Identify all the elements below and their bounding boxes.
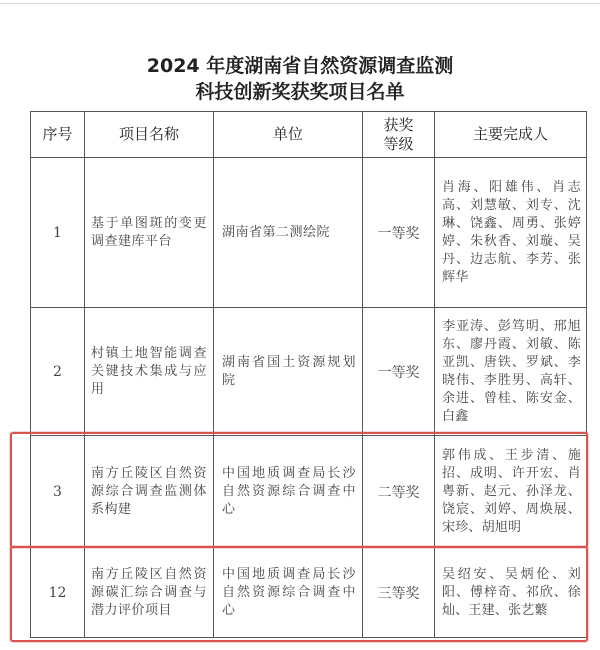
header-project-name: 项目名称 [85,112,214,158]
header-people: 主要完成人 [435,112,587,158]
row-award: 三等奖 [363,548,435,638]
row-unit [214,436,363,548]
row-project-name [85,308,214,436]
row-project-name-text: 南方丘陵区自然资源碳汇综合调查与潜力评价项目 [91,566,207,618]
row-project-name-text: 基于单图斑的变更调查建库平台 [91,215,207,249]
row-unit-text: 湖南省第二测绘院 [222,224,331,240]
table-row [31,308,587,436]
header-award-line2: 等级 [383,134,414,153]
row-seq: 2 [31,308,85,436]
row-seq: 1 [31,158,85,308]
row-unit-text: 湖南省国土资源规划院 [222,354,356,388]
table-row [31,158,587,308]
row-award: 一等奖 [363,308,435,436]
row-unit [214,308,363,436]
row-people [435,548,587,638]
page-title-line2: 科技创新奖获奖项目名单 [195,81,405,103]
header-award-line1: 获奖 [383,115,414,134]
header-seq: 序号 [31,112,85,158]
header-award-level [363,112,435,158]
row-project-name [85,548,214,638]
row-people [435,436,587,548]
row-people-text: 郭伟成、王步清、施招、成明、许开宏、肖粤新、赵元、孙泽龙、饶宸、刘婷、周焕展、宋珍、胡旭明 [442,447,581,535]
row-project-name [85,158,214,308]
row-project-name-text: 南方丘陵区自然资源综合调查监测体系构建 [91,465,207,517]
table-row [31,436,587,548]
row-seq: 3 [31,436,85,548]
row-seq: 12 [31,548,85,638]
header-row [31,112,587,158]
row-people [435,308,587,436]
row-people [435,158,587,308]
row-unit [214,548,363,638]
row-people-text: 肖海、阳雄伟、肖志高、刘慧敏、刘专、沈琳、饶鑫、周勇、张婷婷、朱秋香、刘璇、吴丹、边志航、李芳、张辉华 [442,179,581,285]
row-award: 一等奖 [363,158,435,308]
row-award: 二等奖 [363,436,435,548]
awards-table [30,111,587,638]
row-unit-text: 中国地质调查局长沙自然资源综合调查中心 [222,465,356,517]
row-unit-text: 中国地质调查局长沙自然资源综合调查中心 [222,566,356,618]
page-title-line1: 2024 年度湖南省自然资源调查监测 [146,55,454,77]
row-people-text: 吴绍安、吴炳伦、刘阳、傅梓奇、祁欣、徐灿、王建、张艺蘩 [442,566,581,618]
row-unit [214,158,363,308]
row-project-name [85,436,214,548]
row-project-name-text: 村镇土地智能调查关键技术集成与应用 [91,345,207,397]
table-row [31,548,587,638]
top-border-line [0,3,600,4]
row-people-text: 李亚涛、彭笃明、邢旭东、廖丹霞、刘敏、陈亚凯、唐铁、罗斌、李晓伟、李胜男、高轩、余进、曾桂、陈安金、白鑫 [442,318,581,424]
header-unit: 单位 [214,112,363,158]
